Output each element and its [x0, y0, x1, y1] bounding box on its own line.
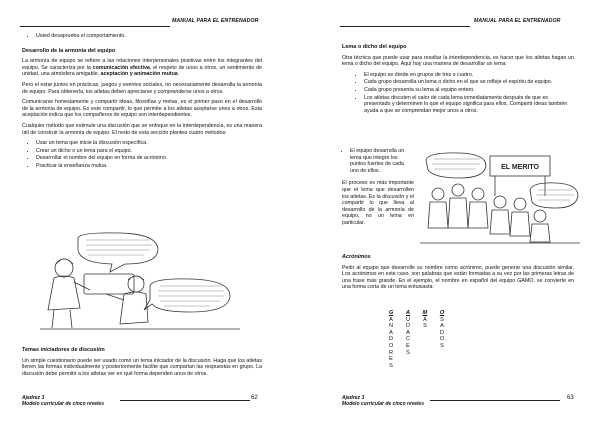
acronym-column: G A N A D O R E S — [388, 310, 394, 369]
acronym-column: O S A D O S — [439, 310, 445, 349]
paragraph: Pedir al equipo que desarrolle su nombre como acrónimo, puede generar una discusión similar. Los acrónimos en este caso, son palabras que están formadas a su vez por las primeras letras de una frase más grande. En el ejemplo, el nombre en español del equipo GAMO, se convierte en una forma corta de un lema entusiasta: — [342, 264, 574, 291]
section-title: Acrónimos — [342, 254, 371, 260]
paragraph: El proceso es más importante que el lema que desarrollen los atletas. Es la discusión y el compartir lo que lleva al desarrollo de la armonía de equipo, no un lema en particular. — [342, 180, 414, 226]
speech-bubble — [426, 153, 486, 178]
section-title: Temas iniciadores de discusión — [22, 347, 105, 353]
list-item: • El equipo desarrolla un lema que integre los puntos fuertes de cada uno de ellos. — [350, 148, 414, 174]
paragraph: Pero el estar juntos en prácticas, juegos y eventos sociales, no necesariamente desarrolla la armonía de equipo. Para obtenerla, los atletas deben apreciarse y comprenderse unos a otros. — [22, 81, 262, 95]
paragraph: Otra técnica que puede usar para resaltar la interdependencia, es hacer que los atletas hagan un lema o dicho del equipo. Aquí hay una manera de desarrollar un lema: — [342, 54, 574, 68]
section-title: Lema o dicho del equipo — [342, 44, 407, 50]
footer-rule — [430, 400, 560, 401]
page-number: 63 — [567, 395, 574, 401]
right-page — [300, 0, 600, 424]
speech-bubble — [144, 279, 230, 312]
footer-rule — [120, 400, 250, 401]
discussion-cartoon — [40, 230, 240, 330]
speech-bubble — [530, 183, 578, 208]
list-item: • Usted desaprueba el comportamiento. — [36, 33, 262, 40]
list-item: • Desarrollar el nombre del equipo en forma de acrónimo. — [36, 155, 262, 162]
left-body-bottom — [22, 343, 262, 381]
team-cartoon — [420, 150, 580, 245]
page-header: MANUAL PARA EL ENTRENADOR — [172, 18, 259, 24]
paragraph: La armonía de equipo se refiere a las relaciones interpersonales positivas entre los integrantes del equipo. Se caracteriza por la comunicación efectiva, el respeto de unos a otros, un sentimiento de unidad, una atmósfera amigable, aceptación y animación mutua. — [22, 58, 262, 78]
paragraph: Cualquier método que estimule una discusión que se enfoque en la interdependencia, es una manera útil de construir la armonía de equipo. El resto de esta sección plantea cuatro métodos: — [22, 122, 262, 136]
acronym-column: A U D A C E S — [405, 310, 411, 356]
right-body-bottom — [342, 250, 574, 295]
list-item: • El equipo se divide en grupos de tres o cuatro. — [364, 72, 574, 79]
right-body-narrow — [342, 148, 414, 231]
list-item: • Crear un dicho o un lema para el equipo. — [36, 148, 262, 155]
page-footer: Ajedrez 3 Modelo curricular de cinco niveles — [342, 395, 424, 407]
methods-list — [22, 140, 262, 169]
list-item: • Usar un tema que inicie la discusión específica. — [36, 140, 262, 147]
page-footer: Ajedrez 3 Modelo curricular de cinco niveles — [22, 395, 104, 407]
acronym-block — [386, 310, 456, 370]
paragraph: Comunicarse honestamente y compartir ideas, filosofías y metas, es el primer paso en el desarrollo de la armonía de equipo. Es este compartir, lo que permite a los atletas aceptarse unos a otros. Esta aceptación indica que los compañeros de equipo son interdependientes. — [22, 99, 262, 119]
list-item: • Cada grupo desarrolla un lema o dicho en el que se refleje el espíritu de equipo. — [364, 79, 574, 86]
page-header: MANUAL PARA EL ENTRENADOR — [474, 18, 561, 24]
bullet2-list — [342, 148, 414, 174]
acronym-column: M A S — [422, 310, 428, 330]
banner-text: EL MERITO — [501, 164, 539, 171]
steps-list — [342, 72, 574, 115]
section-title: Desarrollo de la armonía del equipo — [22, 47, 116, 54]
right-body — [342, 40, 574, 118]
list-item: • Practicar la enseñanza mutua. — [36, 163, 262, 170]
left-body — [22, 33, 262, 174]
list-item: • Cada grupo presenta su lema al equipo entero. — [364, 87, 574, 94]
header-rule — [340, 26, 470, 27]
top-bullet-list — [22, 33, 262, 40]
header-rule — [20, 26, 170, 27]
table — [84, 274, 134, 294]
list-item: • Los atletas discuten el valor de cada lema inmediatamente después de que es presentado y determinen lo que el equipo significa para ellos. Compartir ideas también ayuda a que se comprendan mejor unos a otros. — [364, 95, 574, 115]
paragraph: Un simple cuestionario puede ser usado como un tema iniciador de la discusión. Haga que los atletas llenen las formas individualmente y posteriormente facilite que compartan las respuestas en grupo. La discusión debe permitir a los atletas ver en qué forma dependen unos de otros. — [22, 357, 262, 377]
speech-bubble — [78, 233, 158, 272]
page-number: 62 — [251, 395, 258, 401]
